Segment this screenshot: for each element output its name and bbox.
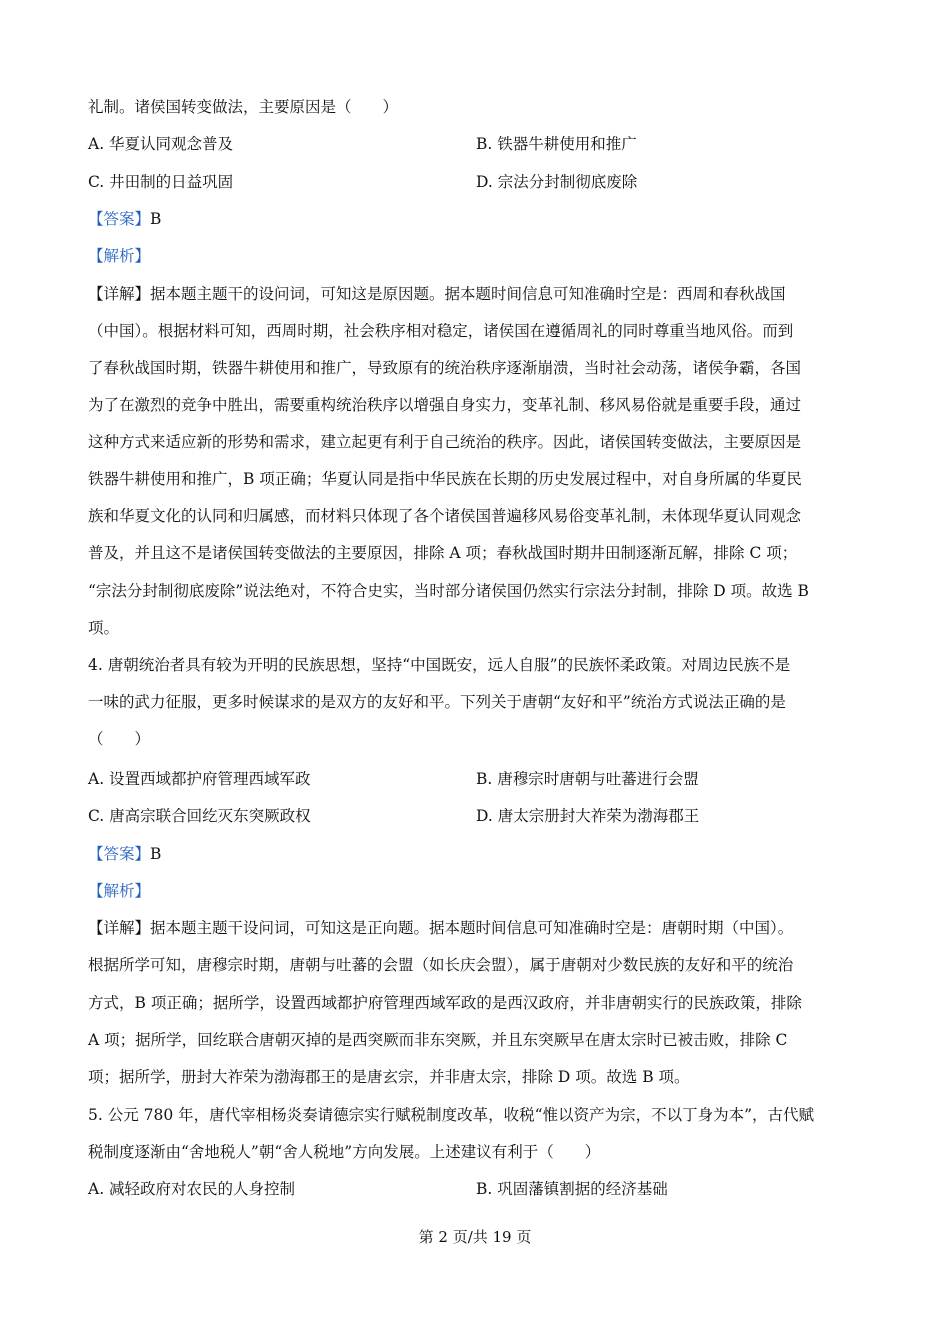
q3-detail-line: （中国）。根据材料可知，西周时期，社会秩序相对稳定，诸侯国在遵循周礼的同时尊重当地风俗。而到	[88, 322, 794, 340]
q4-option-a: A. 设置西域都护府管理西域军政	[88, 770, 311, 788]
q4-option-d: D. 唐太宗册封大祚荣为渤海郡王	[476, 807, 700, 825]
detail-text: 据本题主题干设问词，可知这是正向题。据本题时间信息可知准确时空是：唐朝时期（中国）。	[150, 919, 794, 937]
q3-detail-line: “宗法分封制彻底废除”说法绝对，不符合史实，当时部分诸侯国仍然实行宗法分封制，排除 D 项。故选 B	[88, 582, 809, 600]
q3-option-d: D. 宗法分封制彻底废除	[476, 173, 638, 191]
q3-stem-tail: 礼制。诸侯国转变做法，主要原因是（ ）	[88, 98, 399, 116]
q3-detail-line	[88, 283, 786, 305]
q5-stem-line: 税制度逐渐由“舍地税人”朝“舍人税地”方向发展。上述建议有利于（ ）	[88, 1143, 601, 1161]
q3-option-b: B. 铁器牛耕使用和推广	[476, 135, 637, 153]
q3-detail-line: 铁器牛耕使用和推广，B 项正确；华夏认同是指中华民族在长期的历史发展过程中，对自身所属的华夏民	[88, 470, 802, 488]
q3-detail-line: 为了在激烈的竞争中胜出，需要重构统治秩序以增强自身实力，变革礼制、移风易俗就是重要手段，通过	[88, 396, 802, 414]
q5-stem-line: 5. 公元 780 年，唐代宰相杨炎奏请德宗实行赋税制度改革，收税“惟以资产为宗，不以丁身为本”，古代赋	[88, 1106, 815, 1124]
q3-detail-line: 这种方式来适应新的形势和需求，建立起更有利于自己统治的秩序。因此，诸侯国转变做法，主要原因是	[88, 433, 802, 451]
q4-answer	[88, 843, 161, 865]
q4-detail-line: 项；据所学，册封大祚荣为渤海郡王的是唐玄宗，并非唐太宗，排除 D 项。故选 B 项。	[88, 1068, 690, 1086]
answer-tag: 【答案】	[88, 210, 151, 228]
detail-tag: 【详解】	[88, 919, 151, 937]
q4-detail-line	[88, 917, 793, 939]
q4-option-c: C. 唐高宗联合回纥灭东突厥政权	[88, 807, 311, 825]
q5-option-b: B. 巩固藩镇割据的经济基础	[476, 1180, 668, 1198]
q3-detail-line: 了春秋战国时期，铁器牛耕使用和推广，导致原有的统治秩序逐渐崩溃，当时社会动荡，诸侯争霸，各国	[88, 359, 802, 377]
q3-detail-line: 项。	[88, 619, 120, 637]
q3-option-a: A. 华夏认同观念普及	[88, 135, 234, 153]
q4-stem-line: 一味的武力征服，更多时候谋求的是双方的友好和平。下列关于唐朝“友好和平”统治方式说法正确的是	[88, 693, 786, 711]
q4-detail-line: 方式，B 项正确；据所学，设置西域都护府管理西域军政的是西汉政府，并非唐朝实行的民族政策，排除	[88, 994, 802, 1012]
q4-detail-line: 根据所学可知，唐穆宗时期，唐朝与吐蕃的会盟（如长庆会盟），属于唐朝对少数民族的友好和平的统治	[88, 956, 794, 974]
q3-analysis-tag: 【解析】	[88, 247, 151, 265]
q3-option-c: C. 井田制的日益巩固	[88, 173, 234, 191]
q4-detail-line: A 项；据所学，回纥联合唐朝灭掉的是西突厥而非东突厥，并且东突厥早在唐太宗时已被击败，排除 C	[88, 1031, 788, 1049]
q3-answer	[88, 208, 161, 230]
answer-tag: 【答案】	[88, 845, 151, 863]
q5-option-a: A. 减轻政府对农民的人身控制	[88, 1180, 296, 1198]
detail-tag: 【详解】	[88, 285, 151, 303]
detail-text: 据本题主题干的设问词，可知这是原因题。据本题时间信息可知准确时空是：西周和春秋战国	[150, 285, 786, 303]
q3-detail-line: 普及，并且这不是诸侯国转变做法的主要原因，排除 A 项；春秋战国时期井田制逐渐瓦解，排除 C 项；	[88, 544, 798, 562]
q4-stem-line: （ ）	[88, 730, 151, 748]
page-footer: 第 2 页/共 19 页	[418, 1228, 532, 1246]
answer-value: B	[150, 845, 162, 863]
q4-stem-line: 4. 唐朝统治者具有较为开明的民族思想，坚持“中国既安，远人自服”的民族怀柔政策。对周边民族不是	[88, 656, 791, 674]
q4-option-b: B. 唐穆宗时唐朝与吐蕃进行会盟	[476, 770, 699, 788]
q3-detail-line: 族和华夏文化的认同和归属感，而材料只体现了各个诸侯国普遍移风易俗变革礼制，未体现华夏认同观念	[88, 507, 802, 525]
q4-analysis-tag: 【解析】	[88, 882, 151, 900]
answer-value: B	[150, 210, 162, 228]
